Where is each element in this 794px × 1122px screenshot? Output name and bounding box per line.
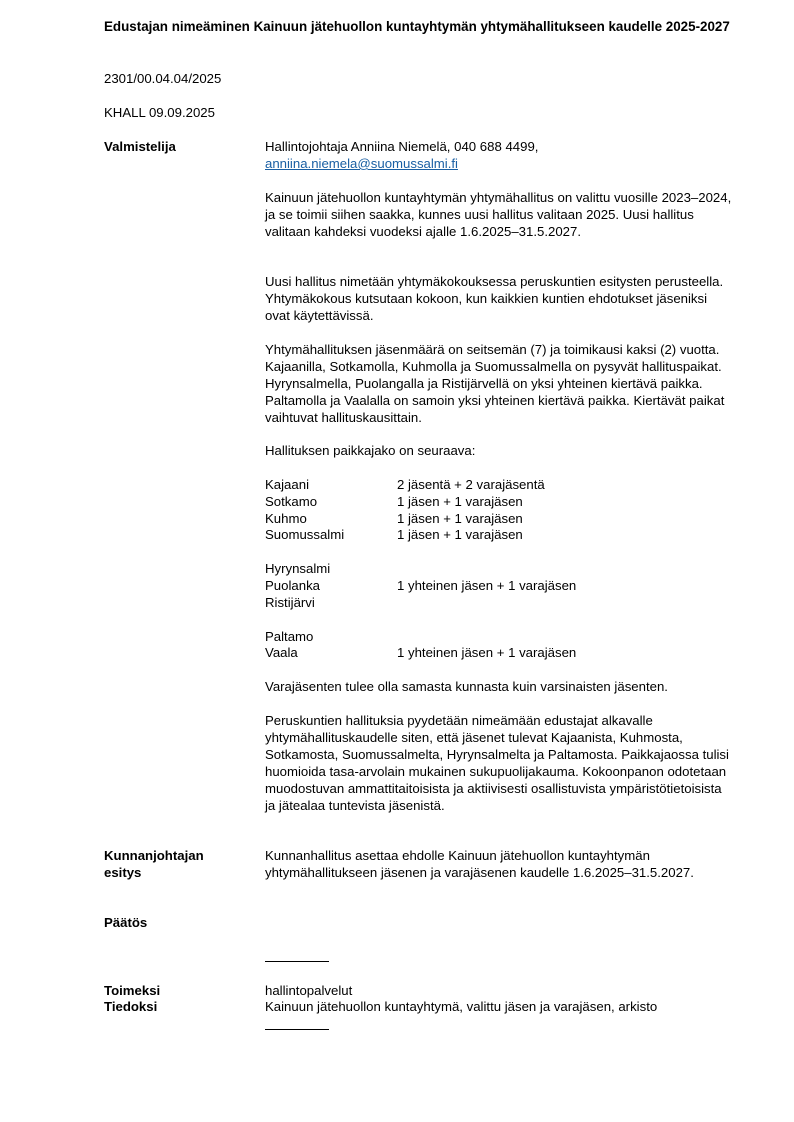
group-municipality: Vaala <box>265 645 298 660</box>
group-municipality: Puolanka <box>265 578 320 593</box>
seat-row <box>265 494 735 511</box>
group-seat-count: 1 yhteinen jäsen + 1 varajäsen <box>397 578 577 593</box>
seat-count: 1 jäsen + 1 varajäsen <box>397 527 523 542</box>
seat-group-member <box>265 629 735 646</box>
proposal-label-line: Kunnanjohtajan <box>104 848 204 863</box>
email-link[interactable]: anniina.niemela@suomussalmi.fi <box>265 155 458 171</box>
group-municipality: Ristijärvi <box>265 595 315 610</box>
seat-group-member <box>265 645 735 662</box>
group-municipality: Hyrynsalmi <box>265 561 331 576</box>
seat-count: 1 jäsen + 1 varajäsen <box>397 511 523 526</box>
seat-municipality: Kajaani <box>265 477 309 492</box>
paragraph-term: Kainuun jätehuollon kuntayhtymän yhtymähallitus on valittu vuosille 2023–2024, ja se toimii siihen saakka, kunnes uusi hallitus valitaan 2025. Uusi hallitus valitaan kahdeksi vuodeksi ajalle 1.6.2025–31.5.2027. <box>265 190 732 239</box>
proposal-label <box>104 848 254 882</box>
assignment-value: hallintopalvelut <box>265 983 353 998</box>
seat-row <box>265 477 735 494</box>
group-municipality: Paltamo <box>265 629 314 644</box>
seat-group-member <box>265 578 735 595</box>
preparer-label: Valmistelija <box>104 139 176 154</box>
seat-row <box>265 511 735 528</box>
divider <box>265 961 329 962</box>
seat-row <box>265 527 735 544</box>
seat-group-member <box>265 561 735 578</box>
notification-value: Kainuun jätehuollon kuntayhtymä, valittu jäsen ja varajäsen, arkisto <box>265 999 658 1014</box>
paragraph-request: Peruskuntien hallituksia pyydetään nimeämään edustajat alkavalle yhtymähallituskaudelle siten, että jäsenet tulevat Kajaanista, Kuhmosta, Sotkamosta, Suomussalmelta, Hyrynsalmelta ja Paltamosta. Paikkajaossa tulisi huomioida tasa-arvolain mukainen sukupuolijakauma. Kokoonpanon odotetaan muodostuvan ammattitaitoisista ja aktiivisesti osallistuvista ympäristötietoisista ja jätealaa tuntevista jäsenistä. <box>265 713 729 813</box>
seat-municipality: Sotkamo <box>265 494 318 509</box>
group-seat-count: 1 yhteinen jäsen + 1 varajäsen <box>397 645 577 660</box>
paragraph-composition: Yhtymähallituksen jäsenmäärä on seitsemän (7) ja toimikausi kaksi (2) vuotta. Kajaanilla, Sotkamolla, Kuhmolla ja Suomussalmella on pysyvät hallituspaikat. Hyrynsalmella, Puolangalla ja Ristijärvellä on yksi yhteinen kiertävä paikka. Paltamolla ja Vaalalla on samoin yksi yhteinen kiertävä paikka. Kiertävät paikat vaihtuvat hallituskausittain. <box>265 342 725 425</box>
seat-group-member <box>265 595 735 612</box>
paragraph-seat-intro: Hallituksen paikkajako on seuraava: <box>265 443 476 458</box>
meeting-info: KHALL 09.09.2025 <box>104 105 215 120</box>
seat-count: 1 jäsen + 1 varajäsen <box>397 494 523 509</box>
divider <box>265 1029 329 1030</box>
seat-count: 2 jäsentä + 2 varajäsentä <box>397 477 545 492</box>
seat-municipality: Kuhmo <box>265 511 307 526</box>
decision-label: Päätös <box>104 915 148 930</box>
seat-municipality: Suomussalmi <box>265 527 345 542</box>
paragraph-nomination: Uusi hallitus nimetään yhtymäkokouksessa peruskuntien esitysten perusteella. Yhtymäkokous kutsutaan kokoon, kun kaikkien kuntien ehdotukset jäseniksi ovat käytettävissä. <box>265 274 724 323</box>
preparer-info <box>265 139 735 173</box>
proposal-text: Kunnanhallitus asettaa ehdolle Kainuun jätehuollon kuntayhtymän yhtymähallitukseen jäsenen ja varajäsenen kaudelle 1.6.2025–31.5.2027. <box>265 848 694 880</box>
proposal-label-line: esitys <box>104 864 142 880</box>
preparer-line: Hallintojohtaja Anniina Niemelä, 040 688 4499, <box>265 139 539 154</box>
reference-number: 2301/00.04.04/2025 <box>104 71 222 86</box>
paragraph-deputies: Varajäsenten tulee olla samasta kunnasta kuin varsinaisten jäsenten. <box>265 679 668 694</box>
notification-label: Tiedoksi <box>104 999 158 1014</box>
document-title: Edustajan nimeäminen Kainuun jätehuollon kuntayhtymän yhtymähallitukseen kaudelle 2025-2027 <box>104 19 730 34</box>
assignment-label: Toimeksi <box>104 983 161 998</box>
